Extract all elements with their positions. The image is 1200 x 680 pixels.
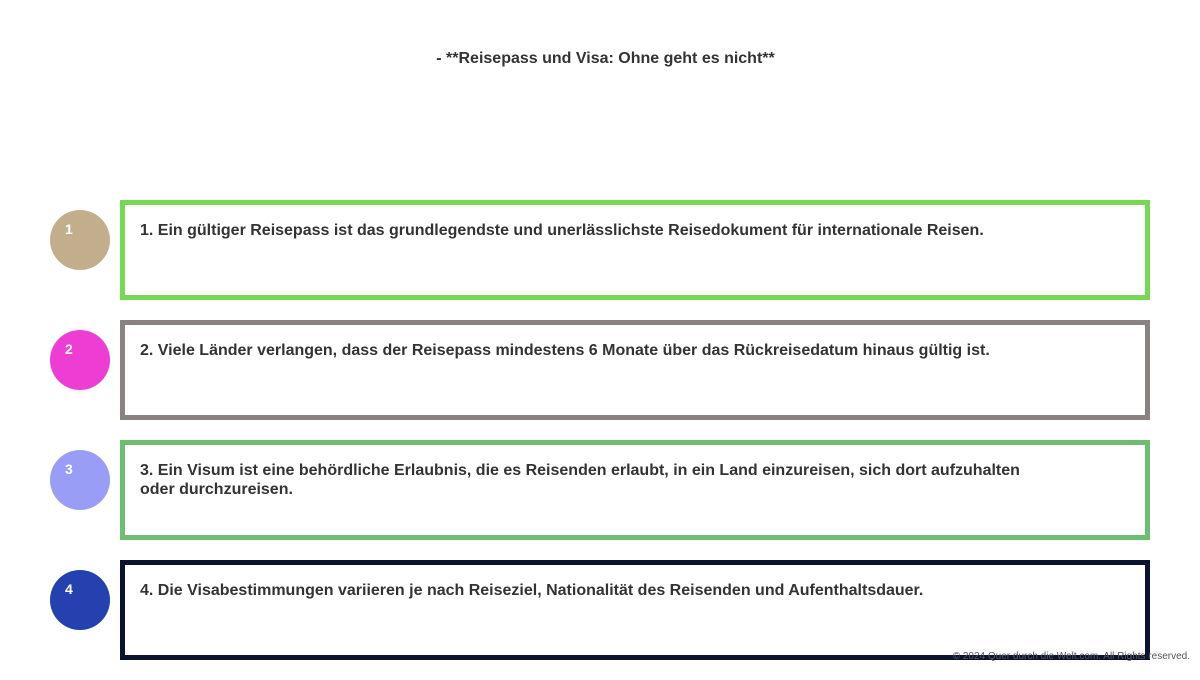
step-number: 3: [65, 461, 73, 477]
step-card: [120, 560, 1150, 660]
step-item-1: [50, 200, 1150, 300]
step-number: 2: [65, 341, 73, 357]
step-item-2: [50, 320, 1150, 420]
step-number: 1: [65, 221, 73, 237]
step-number-badge: [50, 330, 110, 390]
step-card: [120, 320, 1150, 420]
step-number-badge: [50, 210, 110, 270]
step-item-4: [50, 560, 1150, 660]
step-text: 2. Viele Länder verlangen, dass der Reisepass mindestens 6 Monate über das Rückreisedatum hinaus gültig ist.: [140, 342, 990, 359]
step-number-badge: [50, 450, 110, 510]
step-text: 4. Die Visabestimmungen variieren je nach Reiseziel, Nationalität des Reisenden und Aufenthaltsdauer.: [140, 582, 924, 599]
step-item-3: [50, 440, 1150, 540]
step-text: 1. Ein gültiger Reisepass ist das grundlegendste und unerlässlichste Reisedokument für internationale Reisen.: [140, 222, 984, 239]
step-number: 4: [65, 581, 73, 597]
step-card: [120, 440, 1150, 540]
copyright-footer: © 2024 Quer durch die Welt.com. All Rights reserved.: [952, 651, 1190, 662]
step-text: 3. Ein Visum ist eine behördliche Erlaubnis, die es Reisenden erlaubt, in ein Land einzureisen, sich dort aufzuhalten oder durchzureisen.: [140, 462, 1020, 498]
step-number-badge: [50, 570, 110, 630]
step-card: [120, 200, 1150, 300]
slide-title: - **Reisepass und Visa: Ohne geht es nicht**: [436, 50, 775, 67]
